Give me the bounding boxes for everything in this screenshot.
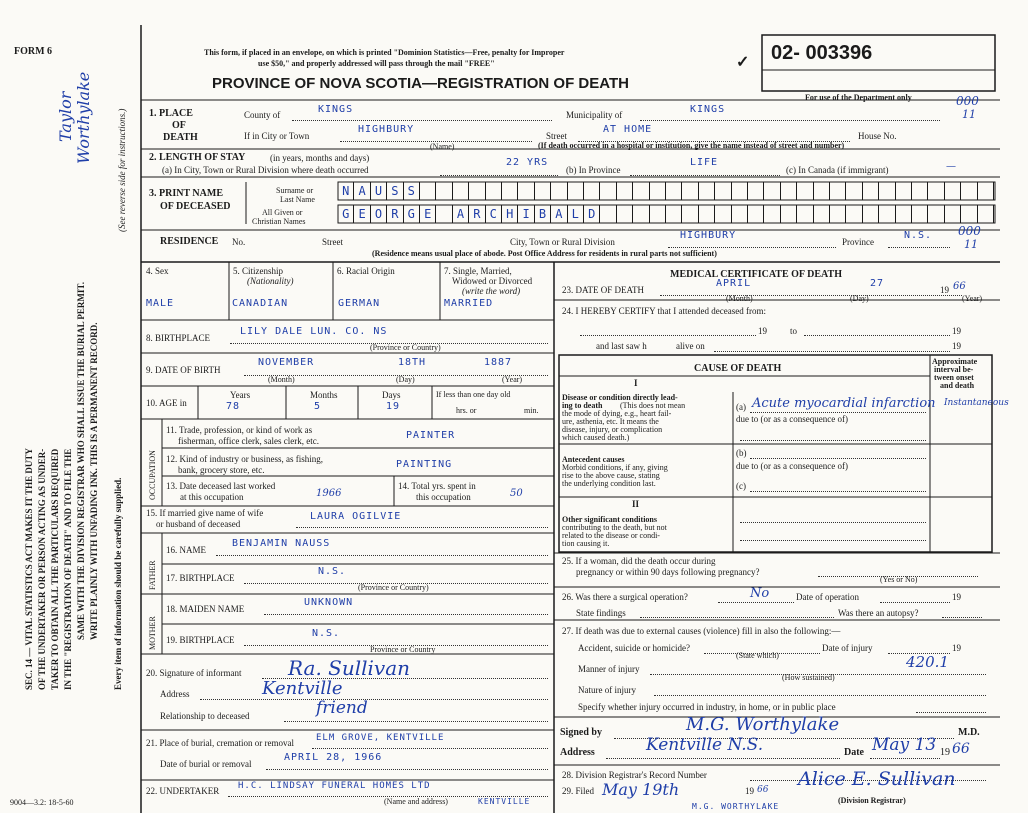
sex-value: MALE: [146, 298, 175, 309]
given-cell: [682, 205, 698, 223]
given-cell: [715, 205, 731, 223]
sex-label: 4. Sex: [146, 266, 169, 276]
surname-cell: [797, 182, 813, 200]
given-letter: A: [551, 205, 567, 223]
nature-label: Nature of injury: [578, 685, 636, 695]
undertaker-label: 22. UNDERTAKER: [146, 786, 220, 796]
to-19: 19: [952, 326, 961, 336]
registration-number: 02- 003396: [771, 42, 873, 64]
disease-line-3: (This does not mean: [620, 401, 686, 410]
municipality-label: Municipality of: [566, 110, 623, 120]
operation-date-label: Date of operation: [796, 592, 859, 602]
given-cell: [781, 205, 797, 223]
hospital-note: (If death occurred in a hospital or institution, give the name instead of street and number): [538, 141, 845, 150]
undertaker-value: H.C. LINDSAY FUNERAL HOMES LTD: [238, 781, 431, 791]
instructions-note: (See reverse side for instructions.): [117, 108, 127, 232]
state-which-label: (State which): [736, 651, 779, 660]
less-than-day-label: If less than one day old: [436, 390, 511, 399]
physician-date-year: 66: [952, 741, 970, 757]
min-label: min.: [524, 406, 539, 415]
surname-cell: [600, 182, 616, 200]
given-cell: [699, 205, 715, 223]
other-line-4: tion causing it.: [562, 539, 610, 548]
surname-cell: [518, 182, 534, 200]
father-birthplace-label: 17. BIRTHPLACE: [166, 573, 235, 583]
md-label: M.D.: [958, 727, 980, 738]
surname-cell: [896, 182, 912, 200]
pregnancy-label-1: 25. If a woman, did the death occur during: [562, 556, 716, 566]
disease-line-7: which caused death.): [562, 433, 630, 442]
side-text-line-5: SAME WITH THE DIVISION REGISTRAR WHO SHALL ISSUE THE BURIAL PERMIT.: [76, 281, 86, 640]
filed-date: May 19th: [602, 780, 680, 799]
dob-month-label: (Month): [268, 375, 295, 384]
surname-cell: [551, 182, 567, 200]
side-text-line-6: WRITE PLAINLY WITH UNFADING INK. THIS IS A PERMANENT RECORD.: [89, 322, 99, 640]
surname-cell: [764, 182, 780, 200]
department-code-2: 11: [962, 108, 976, 121]
surname-letter: S: [404, 182, 420, 200]
filed-19: 19: [745, 786, 754, 796]
approx-label-3: tween onset: [934, 373, 974, 382]
age-days-value: 19: [386, 401, 401, 412]
surname-cell: [732, 182, 748, 200]
birthplace-label: 8. BIRTHPLACE: [146, 333, 210, 343]
surname-cell: [568, 182, 584, 200]
residence-label: RESIDENCE: [160, 236, 219, 247]
municipality-value: KINGS: [690, 104, 726, 115]
date-of-birth-label: 9. DATE OF BIRTH: [146, 365, 221, 375]
form-number: FORM 6: [14, 46, 53, 57]
q12-line-2: bank, grocery store, etc.: [178, 465, 265, 475]
residence-no-label: No.: [232, 237, 246, 247]
given-cell: [797, 205, 813, 223]
surname-label-2: Last Name: [280, 195, 315, 204]
given-cell: [666, 205, 682, 223]
father-birthplace-value: N.S.: [318, 566, 347, 577]
surname-cell: [486, 182, 502, 200]
date-of-death-label: 23. DATE OF DEATH: [562, 285, 644, 295]
marital-label-3: (write the word): [462, 286, 521, 296]
side-text-line-1: SEC. 14 — VITAL STATISTICS ACT MAKES IT THE DUTY: [24, 448, 34, 690]
residence-code-2: 11: [964, 238, 978, 251]
other-line-3: related to the disease or condi-: [562, 531, 660, 540]
death-year-value: 66: [953, 281, 966, 292]
yes-no-label: (Yes or No): [880, 575, 918, 584]
informant-address-label: Address: [160, 689, 190, 699]
injury-date-label: Date of injury: [822, 643, 873, 653]
age-days-label: Days: [382, 390, 401, 400]
typed-physician-name: M.G. WORTHYLAKE: [692, 802, 780, 811]
disease-line-1: Disease or condition directly lead-: [562, 393, 678, 402]
accident-label: Accident, suicide or homicide?: [578, 643, 690, 653]
surname-cell: [912, 182, 928, 200]
undertaker-address: KENTVILLE: [478, 797, 531, 806]
given-cell: [600, 205, 616, 223]
check-mark: ✓: [736, 54, 750, 71]
mother-birthplace-value: N.S.: [312, 628, 341, 639]
disease-line-6: disease, injury, or complication: [562, 425, 663, 434]
q14-line-2: this occupation: [416, 492, 471, 502]
given-cell: [896, 205, 912, 223]
pregnancy-label-2: pregnancy or within 90 days following pregnancy?: [576, 567, 760, 577]
death-day-label: (Day): [850, 294, 869, 303]
given-cell: [732, 205, 748, 223]
undertaker-sub-label: (Name and address): [384, 797, 448, 806]
due-to-b: due to (or as a consequence of): [736, 461, 848, 471]
stay-label: 2. LENGTH OF STAY: [149, 152, 246, 163]
disease-line-5: ure, asthenia, etc. It means the: [562, 417, 659, 426]
burial-date-value: APRIL 28, 1966: [284, 752, 383, 763]
residence-city-value: HIGHBURY: [680, 230, 737, 241]
surname-cell: [617, 182, 633, 200]
given-cell: [617, 205, 633, 223]
spouse-label-2: or husband of deceased: [156, 519, 241, 529]
marital-value: MARRIED: [444, 298, 494, 309]
q14-line-1: 14. Total yrs. spent in: [398, 481, 476, 491]
mother-maiden-label: 18. MAIDEN NAME: [166, 604, 245, 614]
surname-cell: [978, 182, 994, 200]
city-value: HIGHBURY: [358, 124, 415, 135]
form-code: 9004—3.2: 18-5-60: [10, 798, 74, 807]
given-cell: [961, 205, 977, 223]
surname-cell: [535, 182, 551, 200]
side-text-line-3: TAKER TO OBTAIN ALL THE PARTICULARS REQUIRED: [50, 448, 60, 690]
other-line-1: Other significant conditions: [562, 515, 657, 524]
birthplace-sub-label: (Province or Country): [370, 343, 441, 352]
operation-19: 19: [952, 592, 961, 602]
given-letter: H: [502, 205, 518, 223]
burial-date-label: Date of burial or removal: [160, 759, 252, 769]
surname-cell: [846, 182, 862, 200]
given-cell: [830, 205, 846, 223]
physician-address: Kentville N.S.: [646, 735, 764, 755]
city-label: If in City or Town: [244, 131, 310, 141]
cause-of-death-title: CAUSE OF DEATH: [694, 363, 782, 374]
surgical-operation-label: 26. Was there a surgical operation?: [562, 592, 688, 602]
informant-address: Kentville: [262, 678, 343, 699]
citizenship-label-1: 5. Citizenship: [233, 266, 283, 276]
surname-cell: [453, 182, 469, 200]
birthplace-value: LILY DALE LUN. CO. NS: [240, 326, 388, 337]
q13-line-2: at this occupation: [180, 492, 244, 502]
total-years-value: 50: [510, 488, 523, 499]
physician-date: May 13: [872, 735, 937, 755]
manner-label: Manner of injury: [578, 664, 640, 674]
division-registrar-label: (Division Registrar): [838, 796, 906, 805]
certify-label: 24. I HEREBY CERTIFY that I attended deceased from:: [562, 306, 766, 316]
surname-cell: [715, 182, 731, 200]
marital-label-1: 7. Single, Married,: [444, 266, 512, 276]
given-letter: R: [387, 205, 403, 223]
house-number-label: House No.: [858, 131, 897, 141]
given-cell: [912, 205, 928, 223]
antecedent-line-1: Antecedent causes: [562, 455, 625, 464]
given-letter: G: [404, 205, 420, 223]
father-birthplace-sub: (Province or Country): [358, 583, 429, 592]
given-letter: [436, 205, 452, 223]
racial-origin-label: 6. Racial Origin: [337, 266, 395, 276]
q13-line-1: 13. Date deceased last worked: [166, 481, 276, 491]
age-months-value: 5: [314, 401, 322, 412]
spouse-value: LAURA OGILVIE: [310, 511, 402, 522]
medical-certificate-title: MEDICAL CERTIFICATE OF DEATH: [670, 269, 842, 280]
last-worked-value: 1966: [316, 488, 342, 499]
relationship-label: Relationship to deceased: [160, 711, 250, 721]
dob-year-label: (Year): [502, 375, 523, 384]
age-years-label: Years: [230, 390, 251, 400]
surname-cell: [420, 182, 436, 200]
street-label: Street: [546, 131, 567, 141]
surname-cell: [863, 182, 879, 200]
surname-letter: A: [354, 182, 370, 200]
cause-a-label: (a): [736, 402, 746, 412]
due-to-a: due to (or as a consequence of): [736, 414, 848, 424]
signed-by-label: Signed by: [560, 727, 602, 738]
side-text-line-2: OF THE UNDERTAKER OR PERSON ACTING AS UNDER-: [37, 448, 47, 690]
physician-signature: M.G. Worthylake: [686, 714, 840, 735]
given-label-1: All Given or: [262, 208, 303, 217]
industry-value: PAINTING: [396, 459, 453, 470]
city-name-label: (Name): [430, 142, 455, 151]
department-use-label: For use of the Department only: [805, 93, 912, 102]
burial-place-label: 21. Place of burial, cremation or removal: [146, 738, 294, 748]
external-causes-label: 27. If death was due to external causes (violence) fill in also the following:—: [562, 626, 841, 636]
death-year-label: (Year): [962, 294, 983, 303]
age-months-label: Months: [310, 390, 338, 400]
surname-cell: [961, 182, 977, 200]
surname-cell: [502, 182, 518, 200]
age-label: 10. AGE in: [146, 398, 187, 408]
given-letter: R: [469, 205, 485, 223]
marital-label-2: Widowed or Divorced: [452, 276, 533, 286]
residence-province-value: N.S.: [904, 230, 933, 241]
informant-signature: Ra. Sullivan: [288, 656, 411, 680]
given-cell: [748, 205, 764, 223]
alive-19: 19: [952, 341, 961, 351]
death-month-label: (Month): [726, 294, 753, 303]
given-letter: E: [354, 205, 370, 223]
spouse-label-1: 15. If married give name of wife: [146, 508, 264, 518]
residence-note: (Residence means usual place of abode. Post Office Address for residents in rural parts not sufficient): [372, 249, 717, 258]
burial-place-value: ELM GROVE, KENTVILLE: [316, 733, 445, 743]
relationship-value: friend: [316, 698, 368, 718]
stay-a-value: 22 YRS: [506, 157, 549, 168]
physician-date-label: Date: [844, 747, 864, 758]
record-number-label: 28. Division Registrar's Record Number: [562, 770, 707, 780]
residence-street-label: Street: [322, 237, 343, 247]
street-value: AT HOME: [603, 124, 653, 135]
physician-date-19: 19: [940, 747, 950, 758]
given-letter: I: [518, 205, 534, 223]
given-cell: [633, 205, 649, 223]
surname-cell: [633, 182, 649, 200]
surname-letter: U: [371, 182, 387, 200]
approx-label-2: interval be-: [934, 365, 974, 374]
surname-cell: [945, 182, 961, 200]
father-name-label: 16. NAME: [166, 545, 206, 555]
residence-code-1: 000: [958, 224, 981, 238]
mother-maiden-value: UNKNOWN: [304, 597, 354, 608]
department-code-1: 000: [956, 94, 979, 108]
surname-cell: [666, 182, 682, 200]
surgical-operation-value: No: [750, 586, 770, 601]
citizenship-value: CANADIAN: [232, 298, 289, 309]
mail-notice-line-2: use $50," and properly addressed will pass through the mail "FREE": [258, 59, 495, 68]
surname-cell: [699, 182, 715, 200]
dob-day-value: 18TH: [398, 357, 427, 368]
surname-label-1: Surname or: [276, 186, 314, 195]
stay-b-label: (b) In Province: [566, 165, 621, 175]
given-cell: [928, 205, 944, 223]
surname-cell: [436, 182, 452, 200]
mother-birthplace-sub: Province or Country: [370, 645, 436, 654]
given-cell: [814, 205, 830, 223]
residence-city-label: City, Town or Rural Division: [510, 237, 615, 247]
dob-day-label: (Day): [396, 375, 415, 384]
given-letter: A: [453, 205, 469, 223]
surname-cell: [650, 182, 666, 200]
mother-birthplace-label: 19. BIRTHPLACE: [166, 635, 235, 645]
given-letter: L: [568, 205, 584, 223]
q11-line-2: fisherman, office clerk, sales clerk, etc.: [178, 436, 320, 446]
surname-letter: S: [387, 182, 403, 200]
interval-a-value: Instantaneous: [944, 398, 1009, 408]
form-title: PROVINCE OF NOVA SCOTIA—REGISTRATION OF DEATH: [212, 75, 629, 92]
death-day-value: 27: [870, 278, 885, 289]
disease-line-2: ing to death: [562, 401, 603, 410]
manner-code: 420.1: [906, 653, 949, 671]
print-name-label-1: 3. PRINT NAME: [149, 188, 223, 199]
death-century: 19: [940, 285, 949, 295]
father-name-value: BENJAMIN NAUSS: [232, 538, 331, 549]
specify-label: Specify whether injury occurred in industry, in home, or in public place: [578, 702, 836, 712]
autopsy-label: Was there an autopsy?: [838, 608, 919, 618]
stay-sub-label: (in years, months and days): [270, 153, 370, 163]
dob-year-value: 1887: [484, 357, 513, 368]
surname-cell: [682, 182, 698, 200]
handwritten-name-1: Taylor: [56, 91, 75, 142]
mother-side-label: MOTHER: [148, 616, 157, 650]
dob-month-value: NOVEMBER: [258, 357, 315, 368]
stay-a-label: (a) In City, Town or Rural Division where death occurred: [162, 165, 369, 175]
filed-label: 29. Filed: [562, 786, 595, 796]
given-cell: [978, 205, 994, 223]
given-letter: D: [584, 205, 600, 223]
place-label-1: 1. PLACE: [149, 108, 193, 119]
side-text-line-7: Every item of information should be carefully supplied.: [113, 477, 123, 690]
from-19: 19: [758, 326, 767, 336]
county-label: County of: [244, 110, 281, 120]
surname-cell: [879, 182, 895, 200]
stay-c-value: —: [946, 161, 956, 172]
surname-cell: [584, 182, 600, 200]
print-name-label-2: OF DECEASED: [160, 201, 231, 212]
county-value: KINGS: [318, 104, 354, 115]
given-cell: [764, 205, 780, 223]
given-cell: [879, 205, 895, 223]
filed-year: 66: [757, 785, 769, 795]
death-month-value: APRIL: [716, 278, 752, 289]
residence-province-label: Province: [842, 237, 874, 247]
surname-cell: [928, 182, 944, 200]
cause-b-label: (b): [736, 448, 747, 458]
roman-one: I: [634, 378, 638, 388]
to-label: to: [790, 326, 798, 336]
disease-line-4: the mode of dying, e.g., heart fail-: [562, 409, 672, 418]
approx-label-1: Approximate: [932, 357, 978, 366]
given-cell: [945, 205, 961, 223]
surname-cell: [469, 182, 485, 200]
injury-19: 19: [952, 643, 961, 653]
hrs-label: hrs. or: [456, 406, 477, 415]
given-label-2: Christian Names: [252, 217, 306, 226]
q11-line-1: 11. Trade, profession, or kind of work as: [166, 425, 313, 435]
physician-address-label: Address: [560, 747, 595, 758]
occupation-value: PAINTER: [406, 430, 456, 441]
surname-cell: [830, 182, 846, 200]
stay-b-value: LIFE: [690, 157, 719, 168]
given-letter: E: [420, 205, 436, 223]
given-cell: [863, 205, 879, 223]
stay-c-label: (c) In Canada (if immigrant): [786, 165, 889, 175]
given-letter: B: [535, 205, 551, 223]
given-letter: C: [486, 205, 502, 223]
alive-on-label: alive on: [676, 341, 705, 351]
handwritten-name-2: Worthylake: [74, 71, 93, 164]
surname-letter: N: [338, 182, 354, 200]
roman-two: II: [632, 499, 640, 509]
how-sustained-label: (How sustained): [782, 673, 835, 682]
father-side-label: FATHER: [148, 560, 157, 590]
age-years-value: 78: [226, 401, 241, 412]
side-text-line-4: IN THE "REGISTRATION OF DEATH" AND TO FILE THE: [63, 448, 73, 690]
cause-a-value: Acute myocardial infarction: [752, 396, 936, 411]
mail-notice-line-1: This form, if placed in an envelope, on which is printed "Dominion Statistics—Free, penalty for Improper: [204, 48, 565, 57]
antecedent-line-3: rise to the above cause, stating: [562, 471, 660, 480]
approx-label-4: and death: [940, 381, 975, 390]
racial-origin-value: GERMAN: [338, 298, 381, 309]
cause-c-label: (c): [736, 481, 746, 491]
place-label-2: OF: [172, 120, 186, 131]
surname-cell: [748, 182, 764, 200]
antecedent-line-2: Morbid conditions, if any, giving: [562, 463, 668, 472]
citizenship-label-2: (Nationality): [247, 276, 294, 286]
other-line-2: contributing to the death, but not: [562, 523, 667, 532]
q12-line-1: 12. Kind of industry or business, as fishing,: [166, 454, 323, 464]
given-cell: [650, 205, 666, 223]
surname-cell: [781, 182, 797, 200]
given-cell: [846, 205, 862, 223]
registrar-signature: Alice E. Sullivan: [798, 768, 956, 790]
antecedent-line-4: the underlying condition last.: [562, 479, 656, 488]
state-findings-label: State findings: [576, 608, 626, 618]
occupation-side-label: OCCUPATION: [148, 450, 157, 500]
last-saw-label: and last saw h: [596, 341, 647, 351]
surname-cell: [814, 182, 830, 200]
place-label-3: DEATH: [163, 132, 198, 143]
informant-sig-label: 20. Signature of informant: [146, 668, 242, 678]
given-letter: O: [371, 205, 387, 223]
given-letter: G: [338, 205, 354, 223]
